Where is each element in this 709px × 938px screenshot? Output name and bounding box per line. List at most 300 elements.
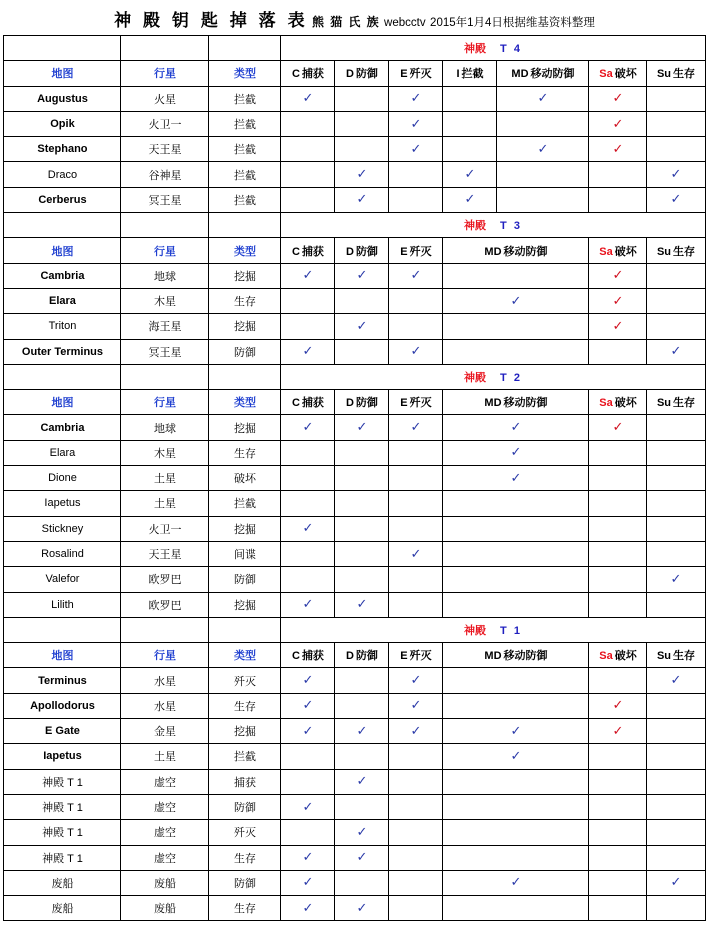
- title-main: 神 殿 钥 匙 掉 落 表: [114, 11, 308, 31]
- cell-type: 防御: [209, 870, 281, 895]
- column-header-e: E 歼灭: [389, 390, 443, 415]
- cell-type: 挖掘: [209, 263, 281, 288]
- group-header-blank: [121, 36, 209, 61]
- table-row: [4, 744, 705, 769]
- cell-key-sa: ✓: [589, 111, 647, 136]
- cell-key-e: [389, 314, 443, 339]
- cell-key-sa: [589, 339, 647, 364]
- cell-key-c: [281, 769, 335, 794]
- cell-key-su: [647, 719, 705, 744]
- cell-type: 生存: [209, 845, 281, 870]
- cell-planet: 木星: [121, 440, 209, 465]
- group-header-tier: 神殿 T 4: [281, 36, 705, 61]
- cell-key-su: [647, 516, 705, 541]
- cell-type: 拦截: [209, 111, 281, 136]
- cell-key-e: [389, 162, 443, 187]
- cell-type: 生存: [209, 288, 281, 313]
- cell-key-e: [389, 440, 443, 465]
- cell-key-md: [443, 769, 589, 794]
- table-row: [4, 187, 705, 212]
- cell-key-c: ✓: [281, 263, 335, 288]
- column-header-d: D 防御: [335, 390, 389, 415]
- cell-type: 防御: [209, 567, 281, 592]
- cell-key-c: [281, 288, 335, 313]
- cell-key-c: [281, 111, 335, 136]
- cell-key-c: [281, 491, 335, 516]
- cell-key-sa: [589, 845, 647, 870]
- column-header-su: Su 生存: [647, 643, 705, 668]
- cell-key-md: ✓: [443, 288, 589, 313]
- cell-map: 废船: [4, 896, 121, 921]
- cell-key-su: [647, 541, 705, 566]
- cell-planet: 冥王星: [121, 187, 209, 212]
- cell-planet: 木星: [121, 288, 209, 313]
- cell-key-md: [443, 491, 589, 516]
- cell-key-md: [443, 541, 589, 566]
- cell-map: Iapetus: [4, 491, 121, 516]
- cell-key-su: [647, 693, 705, 718]
- cell-key-md: [443, 567, 589, 592]
- cell-key-su: [647, 288, 705, 313]
- cell-key-sa: [589, 440, 647, 465]
- table-column-header: [4, 61, 705, 86]
- group-header-tier: 神殿 T 2: [281, 364, 705, 389]
- column-header-type: 类型: [209, 61, 281, 86]
- cell-key-c: [281, 744, 335, 769]
- cell-map: E Gate: [4, 719, 121, 744]
- cell-key-d: [335, 567, 389, 592]
- cell-key-d: [335, 516, 389, 541]
- cell-key-d: [335, 111, 389, 136]
- column-header-e: E 歼灭: [389, 643, 443, 668]
- cell-planet: 水星: [121, 693, 209, 718]
- cell-key-sa: ✓: [589, 137, 647, 162]
- table-row: [4, 845, 705, 870]
- cell-key-c: [281, 314, 335, 339]
- cell-key-md: [443, 339, 589, 364]
- cell-key-d: ✓: [335, 719, 389, 744]
- cell-map: Draco: [4, 162, 121, 187]
- column-header-planet: 行星: [121, 643, 209, 668]
- column-header-md: MD 移动防御: [443, 238, 589, 263]
- cell-map: Elara: [4, 288, 121, 313]
- table-row: [4, 668, 705, 693]
- cell-key-e: [389, 845, 443, 870]
- cell-key-md: [443, 693, 589, 718]
- table-row: [4, 491, 705, 516]
- group-header-blank: [4, 364, 121, 389]
- table-row: [4, 896, 705, 921]
- cell-key-c: [281, 440, 335, 465]
- table-row: [4, 516, 705, 541]
- cell-key-md: [443, 668, 589, 693]
- table-row: [4, 86, 705, 111]
- cell-key-d: [335, 137, 389, 162]
- cell-key-c: [281, 137, 335, 162]
- cell-key-d: ✓: [335, 187, 389, 212]
- cell-key-d: ✓: [335, 314, 389, 339]
- cell-type: 捕获: [209, 769, 281, 794]
- cell-key-c: ✓: [281, 845, 335, 870]
- cell-key-su: ✓: [647, 339, 705, 364]
- cell-key-e: [389, 491, 443, 516]
- cell-key-sa: ✓: [589, 263, 647, 288]
- cell-key-c: [281, 466, 335, 491]
- cell-key-md: [443, 820, 589, 845]
- cell-key-sa: [589, 516, 647, 541]
- cell-key-e: ✓: [389, 668, 443, 693]
- cell-planet: 地球: [121, 263, 209, 288]
- cell-type: 间谍: [209, 541, 281, 566]
- column-header-planet: 行星: [121, 390, 209, 415]
- group-header-blank: [209, 36, 281, 61]
- cell-key-c: [281, 187, 335, 212]
- column-header-c: C 捕获: [281, 390, 335, 415]
- cell-key-sa: [589, 896, 647, 921]
- column-header-c: C 捕获: [281, 643, 335, 668]
- table-group-header: [4, 364, 705, 389]
- cell-map: Stickney: [4, 516, 121, 541]
- cell-key-sa: [589, 541, 647, 566]
- group-header-blank: [121, 213, 209, 238]
- table-row: [4, 111, 705, 136]
- cell-key-e: [389, 288, 443, 313]
- column-header-su: Su 生存: [647, 61, 705, 86]
- cell-key-md: [443, 794, 589, 819]
- cell-planet: 欧罗巴: [121, 592, 209, 617]
- cell-key-e: ✓: [389, 693, 443, 718]
- cell-key-e: ✓: [389, 415, 443, 440]
- cell-key-md: [497, 162, 589, 187]
- cell-type: 歼灭: [209, 820, 281, 845]
- table-column-header: [4, 390, 705, 415]
- cell-map: Opik: [4, 111, 121, 136]
- cell-key-i: [443, 86, 497, 111]
- cell-key-d: ✓: [335, 845, 389, 870]
- cell-key-e: [389, 592, 443, 617]
- column-header-e: E 歼灭: [389, 61, 443, 86]
- cell-planet: 谷神星: [121, 162, 209, 187]
- cell-key-su: [647, 314, 705, 339]
- column-header-d: D 防御: [335, 61, 389, 86]
- cell-key-i: [443, 111, 497, 136]
- column-header-type: 类型: [209, 238, 281, 263]
- cell-planet: 虚空: [121, 794, 209, 819]
- cell-key-sa: [589, 870, 647, 895]
- cell-map: 废船: [4, 870, 121, 895]
- cell-key-e: [389, 820, 443, 845]
- cell-key-i: ✓: [443, 187, 497, 212]
- cell-key-d: ✓: [335, 769, 389, 794]
- cell-key-sa: [589, 567, 647, 592]
- cell-key-md: ✓: [497, 137, 589, 162]
- cell-key-md: [443, 592, 589, 617]
- cell-key-c: ✓: [281, 693, 335, 718]
- cell-key-d: ✓: [335, 820, 389, 845]
- cell-type: 拦截: [209, 137, 281, 162]
- cell-planet: 天王星: [121, 541, 209, 566]
- cell-key-md: ✓: [443, 466, 589, 491]
- cell-key-e: [389, 769, 443, 794]
- cell-key-su: [647, 794, 705, 819]
- column-header-md: MD 移动防御: [443, 390, 589, 415]
- table-group-header: [4, 617, 705, 642]
- cell-type: 挖掘: [209, 415, 281, 440]
- column-header-sa: Sa 破坏: [589, 61, 647, 86]
- cell-key-d: [335, 86, 389, 111]
- cell-key-su: [647, 491, 705, 516]
- cell-key-sa: [589, 668, 647, 693]
- cell-type: 破坏: [209, 466, 281, 491]
- group-header-tier: 神殿 T 3: [281, 213, 705, 238]
- cell-key-d: [335, 744, 389, 769]
- table-row: [4, 567, 705, 592]
- cell-planet: 金星: [121, 719, 209, 744]
- cell-type: 防御: [209, 794, 281, 819]
- table-row: [4, 693, 705, 718]
- table-row: [4, 263, 705, 288]
- table-row: [4, 466, 705, 491]
- cell-planet: 海王星: [121, 314, 209, 339]
- title-sub: 熊 猫 氏 族: [312, 15, 380, 29]
- cell-key-su: [647, 820, 705, 845]
- column-header-i: I 拦截: [443, 61, 497, 86]
- column-header-sa: Sa 破坏: [589, 390, 647, 415]
- cell-key-md: [497, 111, 589, 136]
- cell-type: 挖掘: [209, 314, 281, 339]
- cell-type: 挖掘: [209, 719, 281, 744]
- group-header-blank: [209, 617, 281, 642]
- column-header-map: 地图: [4, 238, 121, 263]
- cell-planet: 天王星: [121, 137, 209, 162]
- cell-key-sa: [589, 466, 647, 491]
- table-row: [4, 415, 705, 440]
- cell-key-md: [443, 845, 589, 870]
- cell-planet: 欧罗巴: [121, 567, 209, 592]
- cell-planet: 火卫一: [121, 111, 209, 136]
- column-header-planet: 行星: [121, 61, 209, 86]
- cell-key-sa: ✓: [589, 314, 647, 339]
- column-header-md: MD 移动防御: [497, 61, 589, 86]
- cell-planet: 地球: [121, 415, 209, 440]
- group-header-blank: [209, 364, 281, 389]
- cell-map: Elara: [4, 440, 121, 465]
- cell-key-su: [647, 263, 705, 288]
- cell-key-sa: ✓: [589, 288, 647, 313]
- cell-type: 拦截: [209, 187, 281, 212]
- table-row: [4, 137, 705, 162]
- cell-key-su: [647, 440, 705, 465]
- cell-key-md: [443, 896, 589, 921]
- cell-map: Dione: [4, 466, 121, 491]
- cell-map: Rosalind: [4, 541, 121, 566]
- cell-type: 防御: [209, 339, 281, 364]
- group-header-blank: [4, 617, 121, 642]
- cell-map: Cambria: [4, 263, 121, 288]
- cell-key-d: [335, 491, 389, 516]
- cell-key-d: ✓: [335, 263, 389, 288]
- cell-key-su: [647, 744, 705, 769]
- cell-key-c: [281, 162, 335, 187]
- cell-key-e: ✓: [389, 339, 443, 364]
- title-source: webcctv: [384, 17, 426, 29]
- cell-map: 神殿 T 1: [4, 820, 121, 845]
- cell-key-su: [647, 466, 705, 491]
- group-header-blank: [121, 617, 209, 642]
- cell-type: 拦截: [209, 86, 281, 111]
- cell-key-su: [647, 86, 705, 111]
- table-row: [4, 769, 705, 794]
- cell-key-su: [647, 592, 705, 617]
- cell-key-c: [281, 541, 335, 566]
- cell-key-md: ✓: [443, 744, 589, 769]
- cell-key-c: ✓: [281, 415, 335, 440]
- group-header-blank: [4, 213, 121, 238]
- cell-key-e: ✓: [389, 541, 443, 566]
- cell-key-d: [335, 440, 389, 465]
- cell-key-su: [647, 137, 705, 162]
- cell-key-e: ✓: [389, 263, 443, 288]
- cell-key-d: [335, 693, 389, 718]
- cell-key-d: [335, 466, 389, 491]
- table-row: [4, 314, 705, 339]
- cell-key-e: [389, 870, 443, 895]
- cell-key-sa: [589, 187, 647, 212]
- cell-key-sa: [589, 592, 647, 617]
- table-row: [4, 288, 705, 313]
- cell-key-sa: [589, 794, 647, 819]
- cell-key-md: [443, 516, 589, 541]
- cell-map: 神殿 T 1: [4, 845, 121, 870]
- cell-key-sa: [589, 769, 647, 794]
- cell-key-c: ✓: [281, 339, 335, 364]
- column-header-c: C 捕获: [281, 238, 335, 263]
- cell-planet: 土星: [121, 491, 209, 516]
- cell-key-sa: ✓: [589, 719, 647, 744]
- cell-key-i: [443, 137, 497, 162]
- column-header-map: 地图: [4, 61, 121, 86]
- cell-key-md: ✓: [443, 719, 589, 744]
- cell-map: Terminus: [4, 668, 121, 693]
- column-header-c: C 捕获: [281, 61, 335, 86]
- cell-map: Triton: [4, 314, 121, 339]
- cell-key-d: [335, 541, 389, 566]
- table-row: [4, 339, 705, 364]
- cell-key-sa: ✓: [589, 415, 647, 440]
- cell-map: Cambria: [4, 415, 121, 440]
- cell-key-e: ✓: [389, 86, 443, 111]
- cell-key-md: ✓: [443, 440, 589, 465]
- cell-map: 神殿 T 1: [4, 769, 121, 794]
- cell-planet: 火星: [121, 86, 209, 111]
- cell-key-c: ✓: [281, 668, 335, 693]
- cell-key-d: ✓: [335, 162, 389, 187]
- cell-key-c: ✓: [281, 592, 335, 617]
- cell-key-e: [389, 744, 443, 769]
- page-title: [0, 0, 709, 35]
- drop-table: [3, 35, 705, 921]
- cell-key-c: ✓: [281, 516, 335, 541]
- cell-key-sa: [589, 744, 647, 769]
- cell-planet: 火卫一: [121, 516, 209, 541]
- cell-map: Apollodorus: [4, 693, 121, 718]
- column-header-d: D 防御: [335, 643, 389, 668]
- cell-key-e: [389, 567, 443, 592]
- cell-key-sa: [589, 491, 647, 516]
- column-header-md: MD 移动防御: [443, 643, 589, 668]
- cell-map: Lilith: [4, 592, 121, 617]
- cell-key-d: [335, 668, 389, 693]
- table-row: [4, 592, 705, 617]
- cell-key-su: ✓: [647, 567, 705, 592]
- cell-type: 拦截: [209, 491, 281, 516]
- cell-type: 拦截: [209, 744, 281, 769]
- column-header-su: Su 生存: [647, 238, 705, 263]
- cell-key-d: ✓: [335, 592, 389, 617]
- cell-planet: 土星: [121, 466, 209, 491]
- cell-map: Valefor: [4, 567, 121, 592]
- cell-key-sa: ✓: [589, 86, 647, 111]
- table-row: [4, 820, 705, 845]
- cell-key-d: ✓: [335, 896, 389, 921]
- cell-planet: 虚空: [121, 820, 209, 845]
- cell-map: Cerberus: [4, 187, 121, 212]
- cell-key-su: ✓: [647, 187, 705, 212]
- cell-key-md: ✓: [497, 86, 589, 111]
- table-group-header: [4, 213, 705, 238]
- cell-key-e: [389, 794, 443, 819]
- cell-key-d: [335, 288, 389, 313]
- cell-key-d: [335, 339, 389, 364]
- cell-key-su: [647, 111, 705, 136]
- cell-planet: 虚空: [121, 769, 209, 794]
- cell-planet: 废船: [121, 870, 209, 895]
- table-column-header: [4, 238, 705, 263]
- cell-type: 生存: [209, 896, 281, 921]
- column-header-type: 类型: [209, 643, 281, 668]
- group-header-tier: 神殿 T 1: [281, 617, 705, 642]
- cell-key-su: [647, 415, 705, 440]
- column-header-map: 地图: [4, 643, 121, 668]
- cell-type: 生存: [209, 693, 281, 718]
- table-row: [4, 794, 705, 819]
- column-header-type: 类型: [209, 390, 281, 415]
- table-row: [4, 719, 705, 744]
- cell-key-c: ✓: [281, 719, 335, 744]
- cell-key-md: [443, 263, 589, 288]
- column-header-planet: 行星: [121, 238, 209, 263]
- cell-type: 挖掘: [209, 592, 281, 617]
- column-header-sa: Sa 破坏: [589, 643, 647, 668]
- table-column-header: [4, 643, 705, 668]
- group-header-blank: [4, 36, 121, 61]
- cell-key-su: ✓: [647, 162, 705, 187]
- cell-key-sa: ✓: [589, 693, 647, 718]
- cell-key-e: [389, 187, 443, 212]
- column-header-su: Su 生存: [647, 390, 705, 415]
- cell-key-sa: [589, 162, 647, 187]
- group-header-blank: [121, 364, 209, 389]
- cell-key-su: ✓: [647, 668, 705, 693]
- table-row: [4, 162, 705, 187]
- cell-type: 拦截: [209, 162, 281, 187]
- column-header-sa: Sa 破坏: [589, 238, 647, 263]
- cell-planet: 虚空: [121, 845, 209, 870]
- table-group-header: [4, 36, 705, 61]
- cell-key-d: ✓: [335, 415, 389, 440]
- cell-map: Stephano: [4, 137, 121, 162]
- cell-key-e: ✓: [389, 719, 443, 744]
